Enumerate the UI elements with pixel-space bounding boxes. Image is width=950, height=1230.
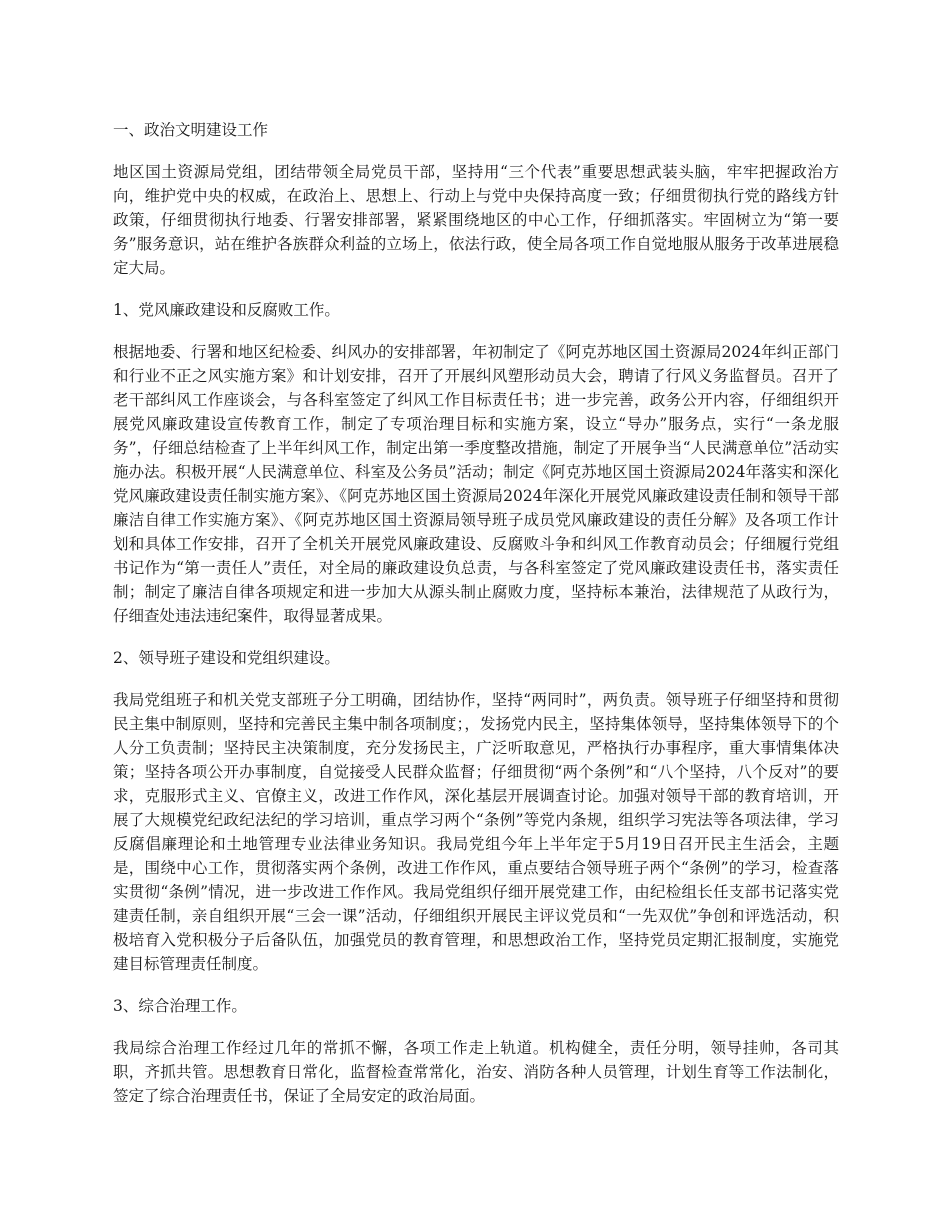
section-heading-political: 一、政治文明建设工作 — [113, 121, 269, 139]
document-page — [113, 118, 839, 1126]
section-heading-anti-corruption: 1、党风廉政建设和反腐败工作。 — [113, 301, 340, 319]
paragraph-political-intro: 地区国土资源局党组，团结带领全局党员干部，坚持用“三个代表”重要思想武装头脑，牢牢把握政治方向，维护党中央的权威，在政治上、思想上、行动上与党中央保持高度一致；仔细贯彻执行党的路线方针政策，仔细贯彻执行地委、行署安排部署，紧紧围绕地区的中心工作，仔细抓落实。牢固树立为“第一要务”服务意识，站在维护各族群众利益的立场上，依法行政，使全局各项工作自觉地服从服务于改革进展稳定大局。 — [113, 163, 839, 277]
paragraph-anti-corruption: 根据地委、行署和地区纪检委、纠风办的安排部署，年初制定了《阿克苏地区国土资源局2024年纠正部门和行业不正之风实施方案》和计划安排，召开了开展纠风塑形动员大会，聘请了行风义务监督员。召开了老干部纠风工作座谈会，与各科室签定了纠风工作目标责任书；进一步完善，政务公开内容，仔细组织开展党风廉政建设宣传教育工作，制定了专项治理目标和实施方案，设立“导办”服务点，实行“一条龙服务”，仔细总结检查了上半年纠风工作，制定出第一季度整改措施，制定了开展争当“人民满意单位”活动实施办法。积极开展“人民满意单位、科室及公务员”活动；制定《阿克苏地区国土资源局2024年落实和深化党风廉政建设责任制实施方案》、《阿克苏地区国土资源局2024年深化开展党风廉政建设责任制和领导干部廉洁自律工作实施方案》、《阿克苏地区国土资源局领导班子成员党风廉政建设的责任分解》及各项工作计划和具体工作安排，召开了全机关开展党风廉政建设、反腐败斗争和纠风工作教育动员会；仔细履行党组书记作为“第一责任人”责任，对全局的廉政建设负总责，与各科室签定了党风廉政建设责任书，落实责任制；制定了廉洁自律各项规定和进一步加大从源头制止腐败力度，坚持标本兼治，法律规范了从政行为，仔细查处违法违纪案件，取得显著成果。 — [113, 343, 839, 625]
paragraph-governance: 我局综合治理工作经过几年的常抓不懈，各项工作走上轨道。机构健全，责任分明，领导挂帅，各司其职，齐抓共管。思想教育日常化，监督检查常常化，治安、消防各种人员管理，计划生育等工作法制化，签定了综合治理责任书，保证了全局安定的政治局面。 — [113, 1039, 839, 1105]
paragraph-leadership: 我局党组班子和机关党支部班子分工明确，团结协作，坚持“两同时”，两负责。领导班子仔细坚持和贯彻民主集中制原则，坚持和完善民主集中制各项制度；，发扬党内民主，坚持集体领导，坚持集体领导下的个人分工负责制；坚持民主决策制度，充分发扬民主，广泛听取意见，严格执行办事程序，重大事情集体决策；坚持各项公开办事制度，自觉接受人民群众监督；仔细贯彻“两个条例”和“八个坚持，八个反对”的要求，克服形式主义、官僚主义，改进工作作风，深化基层开展调查讨论。加强对领导干部的教育培训，开展了大规模党纪政纪法纪的学习培训，重点学习两个“条例”等党内条规，组织学习宪法等各项法律，学习反腐倡廉理论和土地管理专业法律业务知识。我局党组今年上半年定于5月19日召开民主生活会，主题是，围绕中心工作，贯彻落实两个条例，改进工作作风，重点要结合领导班子两个“条例”的学习，检查落实贯彻“条例”情况，进一步改进工作作风。我局党组织仔细开展党建工作，由纪检组长任支部书记落实党建责任制，亲自组织开展“三会一课”活动，仔细组织开展民主评议党员和“一先双优”争创和评选活动，积极培育入党积极分子后备队伍，加强党员的教育管理，和思想政治工作，坚持党员定期汇报制度，实施党建目标管理责任制度。 — [113, 691, 839, 973]
section-heading-governance: 3、综合治理工作。 — [113, 997, 247, 1015]
section-heading-leadership: 2、领导班子建设和党组织建设。 — [113, 649, 340, 667]
